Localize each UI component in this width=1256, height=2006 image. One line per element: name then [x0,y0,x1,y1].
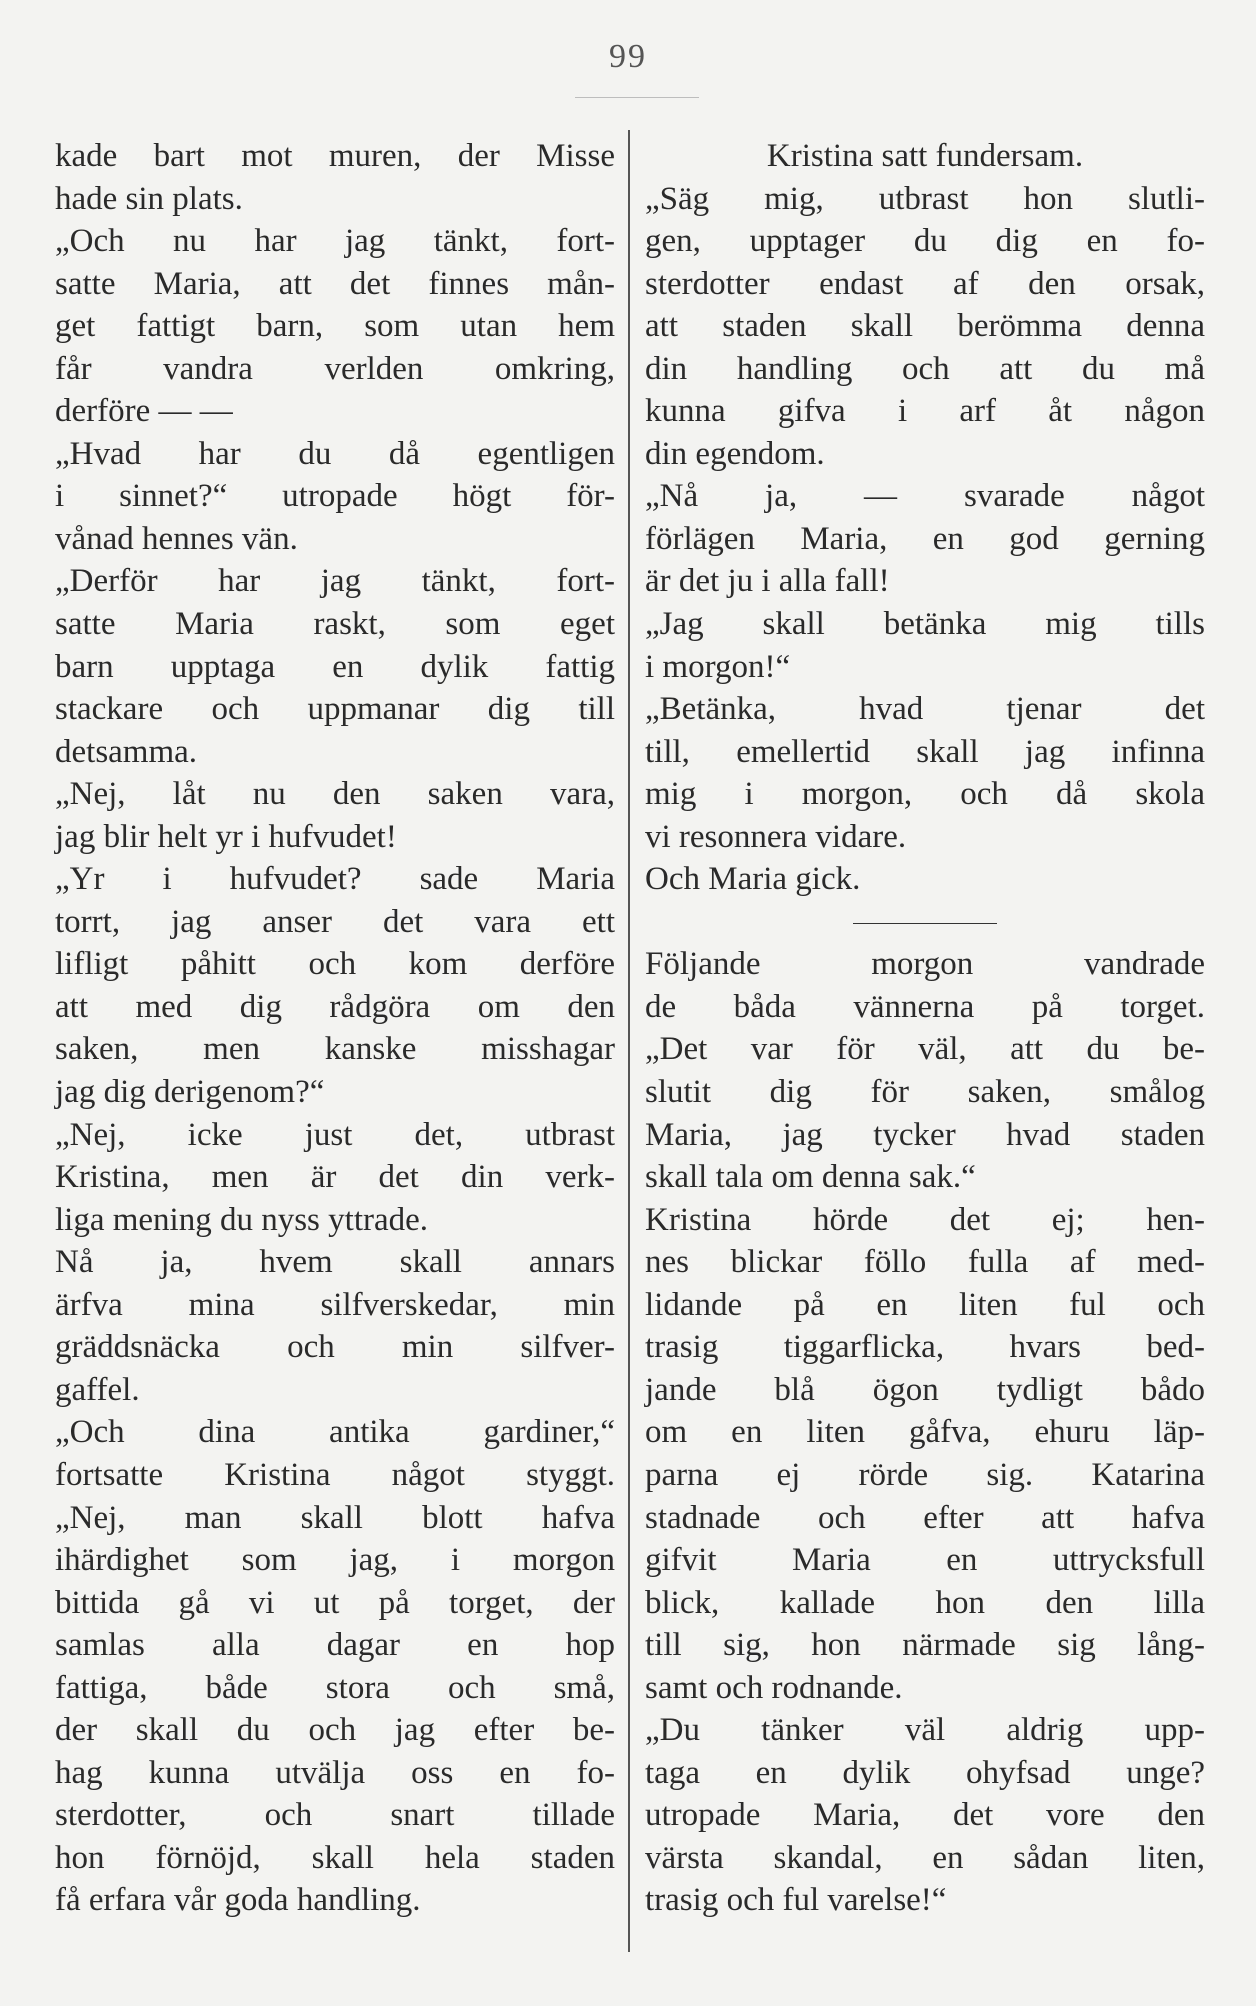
text-line: förlägen Maria, en god gerning [645,520,1205,557]
text-line: satte Maria, att det finnes mån- [55,265,615,302]
page-number: 99 [609,38,647,75]
text-line: får vandra verlden omkring, [55,350,615,387]
right-column-part-1 [645,135,1205,901]
text-line: saken, men kanske misshagar [55,1031,615,1068]
text-line: mig i morgon, och då skola [645,776,1205,813]
text-line: om en liten gåfva, ehuru läp- [645,1414,1205,1451]
header-rule [575,97,699,98]
text-line: bittida gå vi ut på torget, der [55,1584,615,1621]
text-line: „Betänka, hvad tjenar det [645,691,1205,728]
text-line: Nå ja, hvem skall annars [55,1244,615,1281]
text-line: barn upptaga en dylik fattig [55,648,615,685]
text-line: trasig och ful varelse!“ [645,1882,947,1919]
text-line: „Det var för väl, att du be- [645,1031,1205,1068]
text-line: torrt, jag anser det vara ett [55,903,615,940]
text-line: slutit dig för saken, smålog [645,1074,1205,1111]
text-line: „Och nu har jag tänkt, fort- [55,223,615,260]
text-line: gen, upptager du dig en fo- [645,223,1205,260]
text-line: sterdotter endast af den orsak, [645,265,1205,302]
text-line: parna ej rörde sig. Katarina [645,1456,1205,1493]
text-line: kade bart mot muren, der Misse [55,138,615,174]
text-line: jande blå ögon tydligt bådo [645,1371,1205,1408]
text-line: kunna gifva i arf åt någon [645,393,1205,430]
text-line: „Nej, icke just det, utbrast [55,1116,615,1153]
text-line: derföre — — [55,393,233,430]
text-line: Följande morgon vandrade [645,946,1205,983]
text-line: Kristina, men är det din verk- [55,1159,615,1196]
text-line: din handling och att du må [645,350,1205,387]
text-line: „Jag skall betänka mig tills [645,606,1205,643]
text-line: satte Maria raskt, som eget [55,606,615,643]
text-line: samlas alla dagar en hop [55,1627,615,1664]
text-line: gifvit Maria en uttrycksfull [645,1542,1205,1579]
text-line: ärfva mina silfverskedar, min [55,1286,615,1323]
text-line: utropade Maria, det vore den [645,1797,1205,1834]
text-line: stadnade och efter att hafva [645,1499,1205,1536]
text-line: lifligt påhitt och kom derföre [55,946,615,983]
text-line: fortsatte Kristina något styggt. [55,1456,615,1493]
text-line: Kristina hörde det ej; hen- [645,1201,1205,1238]
text-line: „Yr i hufvudet? sade Maria [55,861,615,898]
text-line: Och Maria gick. [645,861,861,898]
text-line: „Nå ja, — svarade något [645,478,1205,515]
text-line: „Derför har jag tänkt, fort- [55,563,615,600]
text-line: samt och rodnande. [645,1669,903,1706]
text-line: i morgon!“ [645,648,791,685]
right-text-column [645,135,1205,1922]
text-line: hag kunna utvälja oss en fo- [55,1754,615,1791]
text-line: gaffel. [55,1371,140,1408]
text-line: „Hvad har du då egentligen [55,435,615,472]
text-line: liga mening du nyss yttrade. [55,1201,429,1238]
text-line: blick, kallade hon den lilla [645,1584,1205,1621]
text-line: „Säg mig, utbrast hon slutli- [645,180,1205,217]
text-line: jag blir helt yr i hufvudet! [55,818,397,855]
text-line: „Nej, låt nu den saken vara, [55,776,615,813]
text-line: din egendom. [645,435,825,472]
text-line: att med dig rådgöra om den [55,988,615,1025]
text-line: att staden skall berömma denna [645,308,1205,345]
text-line: Kristina satt fundersam. [766,138,1084,174]
text-line: ihärdighet som jag, i morgon [55,1542,615,1579]
text-line: i sinnet?“ utropade högt för- [55,478,615,515]
text-line: lidande på en liten ful och [645,1286,1205,1323]
text-line: trasig tiggarflicka, hvars bed- [645,1329,1205,1366]
text-line: nes blickar föllo fulla af med- [645,1244,1205,1281]
text-line: sterdotter, och snart tillade [55,1797,615,1834]
text-line: detsamma. [55,733,198,770]
text-line: värsta skandal, en sådan liten, [645,1839,1205,1876]
text-line: gräddsnäcka och min silfver- [55,1329,615,1366]
text-line: „Och dina antika gardiner,“ [55,1414,615,1451]
right-column-part-2 [645,943,1205,1922]
text-line: de båda vännerna på torget. [645,988,1205,1025]
text-line: „Nej, man skall blott hafva [55,1499,615,1536]
text-line: „Du tänker väl aldrig upp- [645,1712,1205,1749]
text-line: fattiga, både stora och små, [55,1669,615,1706]
text-line: get fattigt barn, som utan hem [55,308,615,345]
left-text-column [55,135,615,1922]
section-divider-rule [645,901,1205,944]
text-line: till, emellertid skall jag infinna [645,733,1205,770]
column-divider [628,130,630,1952]
text-line: till sig, hon närmade sig lång- [645,1627,1205,1664]
text-line: är det ju i alla fall! [645,563,890,600]
text-line: taga en dylik ohyfsad unge? [645,1754,1205,1791]
text-line: vånad hennes vän. [55,520,298,557]
text-line: få erfara vår goda handling. [55,1882,421,1919]
text-line: Maria, jag tycker hvad staden [645,1116,1205,1153]
text-line: jag dig derigenom?“ [55,1074,325,1111]
text-line: skall tala om denna sak.“ [645,1159,976,1196]
text-line: hade sin plats. [55,180,243,217]
text-line: der skall du och jag efter be- [55,1712,615,1749]
text-line: vi resonnera vidare. [645,818,907,855]
text-line: stackare och uppmanar dig till [55,691,615,728]
text-line: hon förnöjd, skall hela staden [55,1839,615,1876]
